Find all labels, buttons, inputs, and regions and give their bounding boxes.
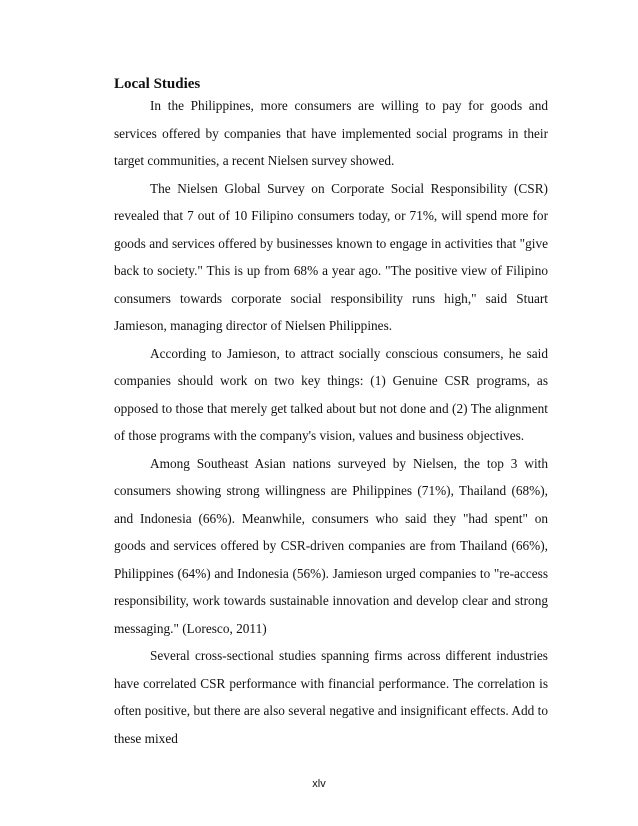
paragraph-philippines-consumers: In the Philippines, more consumers are willing to pay for goods and services offered by companies that have implemented social programs in their target communities, a recent Nielsen survey showed. <box>114 98 548 168</box>
paragraph-jamieson-key-things: According to Jamieson, to attract socially conscious consumers, he said companies should work on two key things: (1) Genuine CSR programs, as opposed to those that merely get talked about but not done and (2) The alignment of those programs with the company's vision, values and business objectives. <box>114 345 548 443</box>
paragraph-cross-sectional-studies: Several cross-sectional studies spanning firms across different industries have correlated CSR performance with financial performance. The correlation is often positive, but there are also several negative and insignificant effects. Add to these mixed <box>114 648 548 746</box>
paragraph-nielsen-survey: The Nielsen Global Survey on Corporate Social Responsibility (CSR) revealed that 7 out of 10 Filipino consumers today, or 71%, will spend more for goods and services offered by businesses known to engage in activities that "give back to society." This is up from 68% a year ago. "The positive view of Filipino consumers towards corporate social responsibility runs high," said Stuart Jamieson, managing director of Nielsen Philippines. <box>114 180 548 333</box>
page-number: xlv <box>312 778 326 790</box>
paragraph-southeast-asia: Among Southeast Asian nations surveyed by Nielsen, the top 3 with consumers showing strong willingness are Philippines (71%), Thailand (68%), and Indonesia (66%). Meanwhile, consumers who said they "had spent" on goods and services offered by CSR-driven companies are from Thailand (66%), Philippines (64%) and Indonesia (56%). Jamieson urged companies to "re-access responsibility, work towards sustainable innovation and develop clear and strong messaging." (Loresco, 2011) <box>114 455 548 636</box>
section-heading: Local Studies <box>114 76 201 92</box>
body-text <box>114 92 548 752</box>
